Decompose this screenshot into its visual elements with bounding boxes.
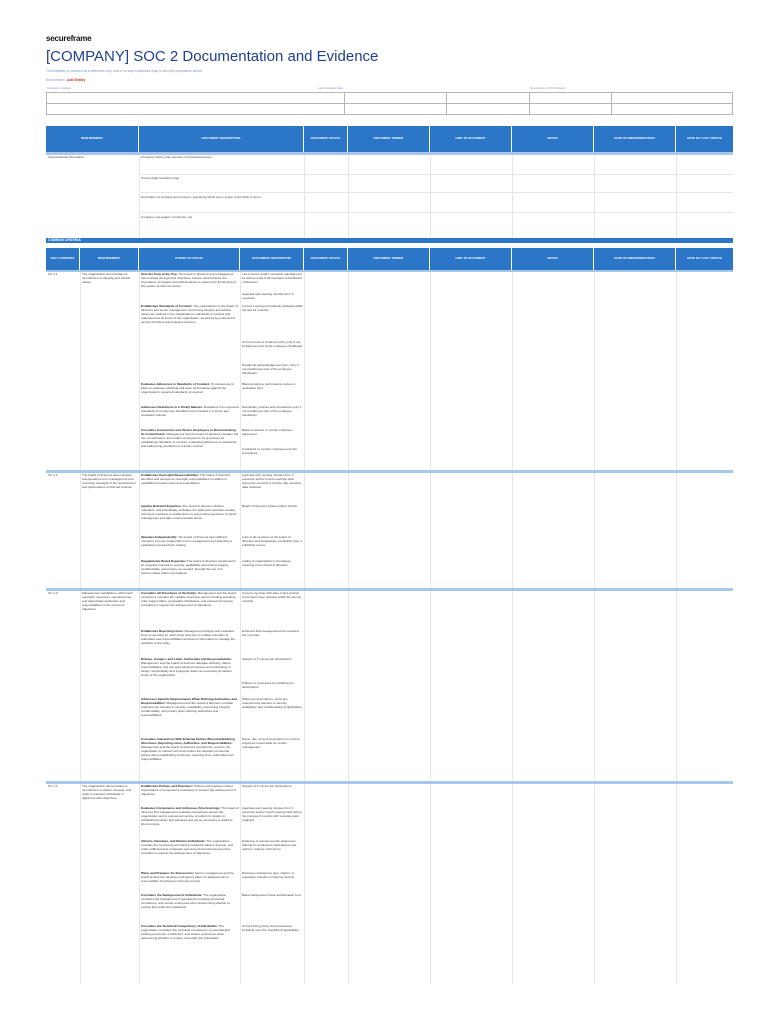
document-description: Disciplinary policies and procedures (only if not included as part of the employee handbook) (242, 405, 302, 417)
org-doc: Current high-resolution logo (141, 176, 180, 180)
org-doc: Company history and overview of products/services (141, 155, 212, 159)
document-description: Current hiring policy and procedures, including new hire checklist (if applicable) (242, 924, 299, 932)
document-description: Name, title, and job description for current employee responsible for vendor management (242, 737, 300, 749)
col-header: DATE OF IMPLEMENTATION (594, 126, 676, 152)
document-description: Evidence of annual security awareness training for employees (attendance logs, quizzes, training curriculum) (242, 839, 298, 851)
document-description: Board of Directors bylaws and/or charter (242, 504, 298, 508)
page-subtitle: This template is provided as a reference only, and in no way constitutes legal or security compliance advice. (46, 69, 204, 73)
point-head: Considers the Background of Individuals: (141, 893, 203, 897)
criteria-requirement: The board of directors demonstrates independence from management and exercises oversight of the development and performance of internal controls. (82, 473, 136, 489)
criteria-id: CC 1.2 (48, 473, 58, 477)
org-doc: Description of products and services, specifying which are in-scope of the SOC 2 report (141, 195, 261, 199)
table-header-1 (46, 126, 733, 152)
meta-fields-table (46, 92, 733, 115)
point-of-focus (141, 925, 239, 941)
point-head: Considers All Structures of the Entity: (141, 591, 197, 595)
document-description: Sample of 5 current job descriptions (242, 657, 292, 661)
point-body: The board of directors and management evaluate competence across the organization and in outsourced service providers in relation to established policies and practices and act as necessary to address shortcomings. (141, 806, 239, 826)
meta-cell[interactable] (345, 104, 447, 115)
point-head: Attracts, Develops, and Retains Individuals: (141, 839, 206, 843)
point-of-focus (141, 872, 239, 884)
grid-line (139, 212, 733, 213)
col-header: DATE OF LAST UPDATE (687, 136, 722, 141)
document-description: Blank background check authorization form (242, 893, 302, 897)
document-description: Policies or processes for updating job descriptions (242, 681, 294, 689)
grid-line (430, 155, 431, 238)
point-body: Management and the board of directors consider requirements relevant to security, availability, processing integrity, confidentiality, and privacy when defining authorities and responsibilities. (141, 700, 234, 717)
criteria-id: CC 1.4 (48, 784, 58, 788)
point-body: Policies and practices reflect expectations of competence necessary to support the achievement of objectives. (141, 784, 237, 796)
col-header: SOC 2 CRITERIA (46, 248, 80, 270)
point-body: The board of directors defines, maintains, and periodically evaluates the skills and expertise needed among its members to enable them to ask probing questions of senior management and take commensurate action. (141, 504, 237, 520)
point-of-focus (141, 592, 239, 608)
meta-cell[interactable] (447, 93, 529, 104)
point-head: Defines, Assigns, and Limits Authorities and Responsibilities: (141, 657, 233, 661)
point-body: The expectations of the board of directors and senior management concerning integrity and ethical values are defined in the organization's standards of conduct and understood at all levels of the organization, as well as by outsourced service providers and business partners. (141, 304, 238, 324)
point-body: The organization provides the mentoring and training needed to attract, develop, and retain sufficient and competent personnel and outsourced service providers to support the achievement of objectives. (141, 839, 234, 855)
point-head: Evaluates Adherence to Standards of Conduct: (141, 382, 211, 386)
grid-line (676, 155, 677, 238)
org-info-label: Organizational Information (48, 155, 85, 159)
last-updated-label: Last Updated Date (318, 86, 344, 90)
point-body: The organization considers the technical competency of potential and existing personnel, contractors, and vendor employees when determining whether to employ and retain the individuals. (141, 924, 230, 940)
point-of-focus (141, 630, 239, 646)
point-of-focus (141, 560, 239, 576)
point-of-focus (141, 698, 239, 718)
point-of-focus (141, 305, 239, 325)
point-body: Management and the board of directors consider the multiple structures used (including operating units, legal entities, geographic distribution, and outsourced service providers) to support the achievement of objectives. (141, 591, 236, 607)
point-head: Establishes Reporting Lines: (141, 629, 184, 633)
meta-cell[interactable] (529, 104, 611, 115)
grid-line (512, 155, 513, 238)
col-header: DOCUMENT STATUS (304, 248, 348, 270)
point-head: Operates Independently: (141, 535, 178, 539)
point-body: Management and the board of directors consider the use of contractors and vendor employees in its processes for establishing standards of conduct, evaluating adherence to standards, and addressing deviations in a timely manner. (141, 431, 239, 448)
point-of-focus (141, 406, 239, 418)
col-header: NOTES (512, 248, 594, 270)
grid-line (594, 155, 595, 238)
point-head: Considers Contractors and Vendor Employees in Demonstrating Its Commitment: (141, 428, 236, 436)
col-header: DOCUMENT OWNER (348, 126, 430, 152)
secureframe-value: Just Shelby (66, 78, 86, 82)
company-contact-label: Company Contact (47, 86, 72, 90)
grid-line (240, 272, 241, 984)
grid-line (139, 155, 140, 238)
grid-line (304, 155, 305, 238)
point-of-focus (141, 474, 239, 486)
criteria-requirement: The organization demonstrates a commitment to attract, develop, and retain competent individuals in alignment with objectives. (82, 784, 132, 800)
point-head: Addresses Specific Requirements When Defining Authorities and Responsibilities: (141, 697, 237, 705)
document-description: Evidence that management has reviewed the org chart (242, 629, 299, 637)
grid-line (304, 272, 305, 984)
col-header: POINTS OF FOCUS (139, 248, 240, 270)
point-body: The board of directors has sufficient members who are independent from management and objective in evaluations and decision making. (141, 535, 232, 547)
point-body: Processes are in place to evaluate individual and team performance against the organization's expected standards of conduct. (141, 382, 235, 394)
point-of-focus (141, 505, 239, 521)
document-description: Agendas and meeting minutes from 1 executive and/or board meeting held during the previous 6 months with sensitive data redacted (242, 806, 302, 822)
point-head: Establishes Standards of Conduct: (141, 304, 193, 308)
col-header: DOCUMENT DESCRIPTION (139, 126, 304, 152)
col-header: DOCUMENT STATUS (304, 126, 348, 152)
document-description: Agendas and meeting minutes from 3 executive and/or board meetings held during the previous 6 months with sensitive data redacted (242, 473, 302, 489)
point-head: Plans and Prepares for Succession: (141, 871, 194, 875)
point-body: The board of directors and management demonstrate through their directives, actions, and behavior the importance of integrity and ethical values to support the functioning of the system of internal control. (141, 272, 237, 288)
document-description: Business contingency plan, charter, or equivalent relevant to internal controls (242, 871, 295, 879)
grid-line (594, 272, 595, 984)
point-body: The board of directors supplements its expertise relevant to security, availability, processing integrity, confidentiality, and privacy, as needed, through the use of a subcommittee and/or consultants. (141, 559, 236, 575)
grid-line (139, 192, 733, 193)
point-of-focus (141, 807, 239, 827)
org-doc: Company one-pagers, brochures, etc. (141, 215, 193, 219)
point-body: Management and the board of directors delegate authority, define responsibilities, and use appropriate processes and technology to assign responsibility and segregate duties as necessary at various levels of the organization. (141, 660, 232, 677)
meta-cell[interactable] (612, 104, 733, 115)
point-head: Supplements Board Expertise: (141, 559, 187, 563)
document-description: Within job descriptions, show any requirements relevant to security, availability, and confidentiality (if applicable) (242, 697, 302, 709)
point-head: Applies Relevant Expertise: (141, 504, 182, 508)
point-body: The board of directors identifies and accepts its oversight responsibilities in relation to established requirements and expectations. (141, 473, 231, 485)
grid-line (676, 272, 677, 984)
point-body: The organization considers the background of potential and existing personnel, contractors, and vendor employees when determining whether to employ and retain the individuals. (141, 893, 230, 909)
col-header: REQUIREMENT (80, 248, 139, 270)
grid-line (139, 272, 140, 984)
grid-line (348, 155, 349, 238)
criteria-id: CC 1.1 (48, 272, 58, 276)
point-of-focus (141, 658, 239, 678)
grid-line (80, 272, 81, 984)
criteria-id: CC 1.3 (48, 591, 58, 595)
col-header: DATE OF IMPLEMENTATION (594, 248, 676, 270)
grid-line (512, 272, 513, 984)
point-of-focus (141, 840, 239, 856)
document-description: Current employee handbook (updated within the last 12 months) (242, 304, 303, 312)
col-header: DOCUMENT DESCRIPTION (240, 248, 304, 270)
point-head: Considers Interactions With External Parties When Establishing Structures, Reporting Lines, Authorities, and Responsibilities: (141, 737, 235, 745)
meta-cell[interactable] (345, 93, 447, 104)
point-of-focus (141, 785, 239, 797)
meta-cell[interactable] (447, 104, 529, 115)
grid-line (348, 272, 349, 984)
point-of-focus (141, 383, 239, 395)
meta-cell[interactable] (47, 104, 345, 115)
document-description: Listing of organization's committees reporting to the board of directors (242, 559, 291, 567)
document-description: A list of all members of the board of directors and biographies, preferably from a published source (242, 535, 302, 547)
col-header: DOCUMENT OWNER (348, 248, 430, 270)
brand-logo: secureframe (46, 34, 92, 43)
criteria-requirement: The organization demonstrates a commitment to integrity and ethical values. (82, 272, 130, 284)
point-of-focus (141, 429, 239, 449)
document-description: Handbook acknowledgement form (only if not included as part of the employee handbook) (242, 363, 299, 375)
grid-line (430, 272, 431, 984)
col-header: LINK TO DOCUMENT (430, 248, 512, 270)
point-body: Deviations from expected standards of conduct are identified and remedied in a timely and consistent manner. (141, 405, 239, 417)
point-head: Establishes Oversight Responsibilities: (141, 473, 200, 477)
document-description: Agendas and meeting minutes from 3 executive (242, 292, 294, 300)
criteria-requirement: Management establishes, with board oversight, structures, reporting lines, and appropriate authorities and responsibilities in the pursuit of objectives. (82, 591, 133, 611)
grid-line (139, 174, 733, 175)
page-title: [COMPANY] SOC 2 Documentation and Evidence (46, 48, 379, 65)
meta-cell[interactable] (529, 93, 611, 104)
document-description: Blank employee performance review or evaluation form (242, 382, 296, 390)
point-of-focus (141, 536, 239, 548)
point-of-focus (141, 894, 239, 910)
point-head: Evaluates Competence and Addresses Shortcomings: (141, 806, 221, 810)
document-description: Blank contractor or vendor employee agreement (242, 428, 293, 436)
document-description: Contractor or vendor employee new hire procedures (242, 447, 298, 455)
secureframe-line (46, 78, 85, 82)
point-body: Management and the board of directors consider the need for the organization to interact with and monitor the activities of external parties when establishing structures, reporting lines, authorities and responsibilities. (141, 744, 234, 761)
col-header: REQUIREMENT (46, 126, 139, 152)
document-description: Current Code of Conduct policy (only if not included as part of the employee handbook) (242, 340, 303, 348)
document-description: Current org chart with date of last revision (must have been updated within the last 12 months) (242, 591, 301, 603)
section-bar-common-criteria: COMMON CRITERIA (46, 238, 733, 243)
point-body: Senior management and the board of directors develop contingency plans for assignments of responsibility important for internal controls. (141, 871, 234, 883)
point-head: Sets the Tone at the Top: (141, 272, 178, 276)
point-of-focus (141, 738, 239, 761)
soc-report-label: Description of SOC Report (530, 86, 566, 90)
point-head: Establishes Policies and Practices: (141, 784, 193, 788)
point-head: Considers the Technical Competency of Individuals: (141, 924, 218, 928)
col-header: NOTES (512, 126, 594, 152)
meta-cell[interactable] (612, 93, 733, 104)
col-header: DATE OF LAST UPDATE (687, 256, 722, 261)
table-header-2 (46, 248, 733, 270)
secureframe-label: Secureframe: (46, 78, 66, 82)
point-head: Addresses Deviations in a Timely Manner: (141, 405, 204, 409)
document-description: List of senior and/or executive management, as well as a list of all members of the Board of Directors (242, 272, 303, 284)
document-description: Sample of 5 current job descriptions (242, 784, 292, 788)
col-header: LINK TO DOCUMENT (430, 126, 512, 152)
point-body: Management designs and evaluates lines of reporting for each entity structure to enable execution of authorities and responsibilities and flow of information to manage the activities of the entity. (141, 629, 236, 645)
meta-cell[interactable] (47, 93, 345, 104)
point-of-focus (141, 273, 239, 289)
